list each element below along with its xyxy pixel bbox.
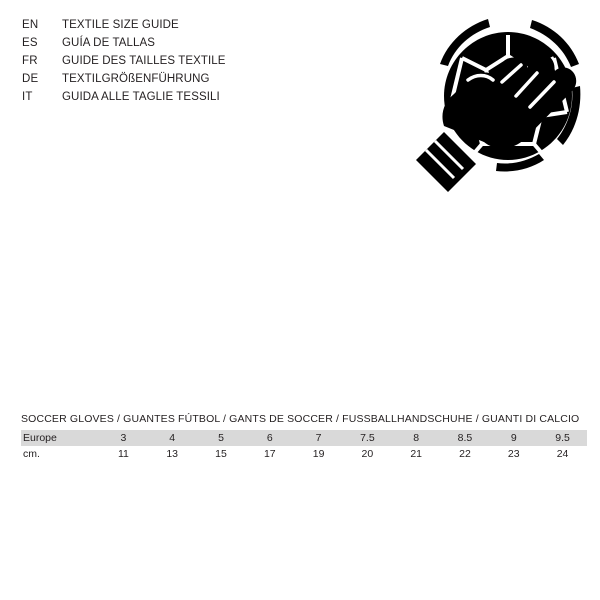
table-cell: 7 (294, 430, 343, 446)
language-row (22, 88, 342, 106)
table-cell: 22 (459, 448, 471, 460)
language-code: EN (22, 19, 39, 31)
size-table-title: SOCCER GLOVES / GUANTES FÚTBOL / GANTS DE SOCCER / FUSSBALLHANDSCHUHE / GUANTI DI CALCIO (21, 413, 580, 425)
language-title: GUIDE DES TAILLES TEXTILE (62, 55, 226, 67)
table-row (21, 430, 587, 446)
language-code: IT (22, 91, 33, 103)
table-cell: 20 (361, 448, 374, 460)
table-cell: 13 (166, 448, 179, 460)
language-row (22, 16, 342, 34)
table-cell: 8.5 (441, 430, 490, 446)
language-code: ES (22, 37, 38, 49)
table-cell: 19 (312, 448, 325, 460)
language-row (22, 70, 342, 88)
table-cell: 17 (263, 448, 276, 460)
language-title: TEXTILGRÖßENFÜHRUNG (62, 73, 210, 85)
language-row (22, 52, 342, 70)
table-cell: 24 (556, 448, 569, 460)
table-cell: 11 (117, 448, 129, 460)
table-cell: 3 (99, 430, 148, 446)
table-cell: 23 (507, 448, 520, 460)
row-label: Europe (21, 430, 99, 446)
table-cell: 7.5 (343, 430, 392, 446)
language-legend (22, 16, 342, 106)
row-label: cm. (23, 448, 40, 460)
language-title: GUIDA ALLE TAGLIE TESSILI (62, 91, 220, 103)
table-cell: 5 (197, 430, 246, 446)
language-title: GUÍA DE TALLAS (62, 37, 156, 49)
soccer-glove-and-ball-icon (404, 8, 596, 196)
size-table (21, 430, 587, 462)
table-row (21, 446, 587, 462)
language-row (22, 34, 342, 52)
table-cell: 8 (392, 430, 441, 446)
table-cell: 4 (148, 430, 197, 446)
table-cell: 15 (215, 448, 227, 460)
size-table-section (21, 413, 581, 462)
language-code: FR (22, 55, 38, 67)
table-cell: 6 (245, 430, 294, 446)
table-cell: 21 (410, 448, 423, 460)
table-cell: 9 (489, 430, 538, 446)
language-code: DE (22, 73, 39, 85)
language-title: TEXTILE SIZE GUIDE (62, 19, 179, 31)
table-cell: 9.5 (538, 430, 587, 446)
